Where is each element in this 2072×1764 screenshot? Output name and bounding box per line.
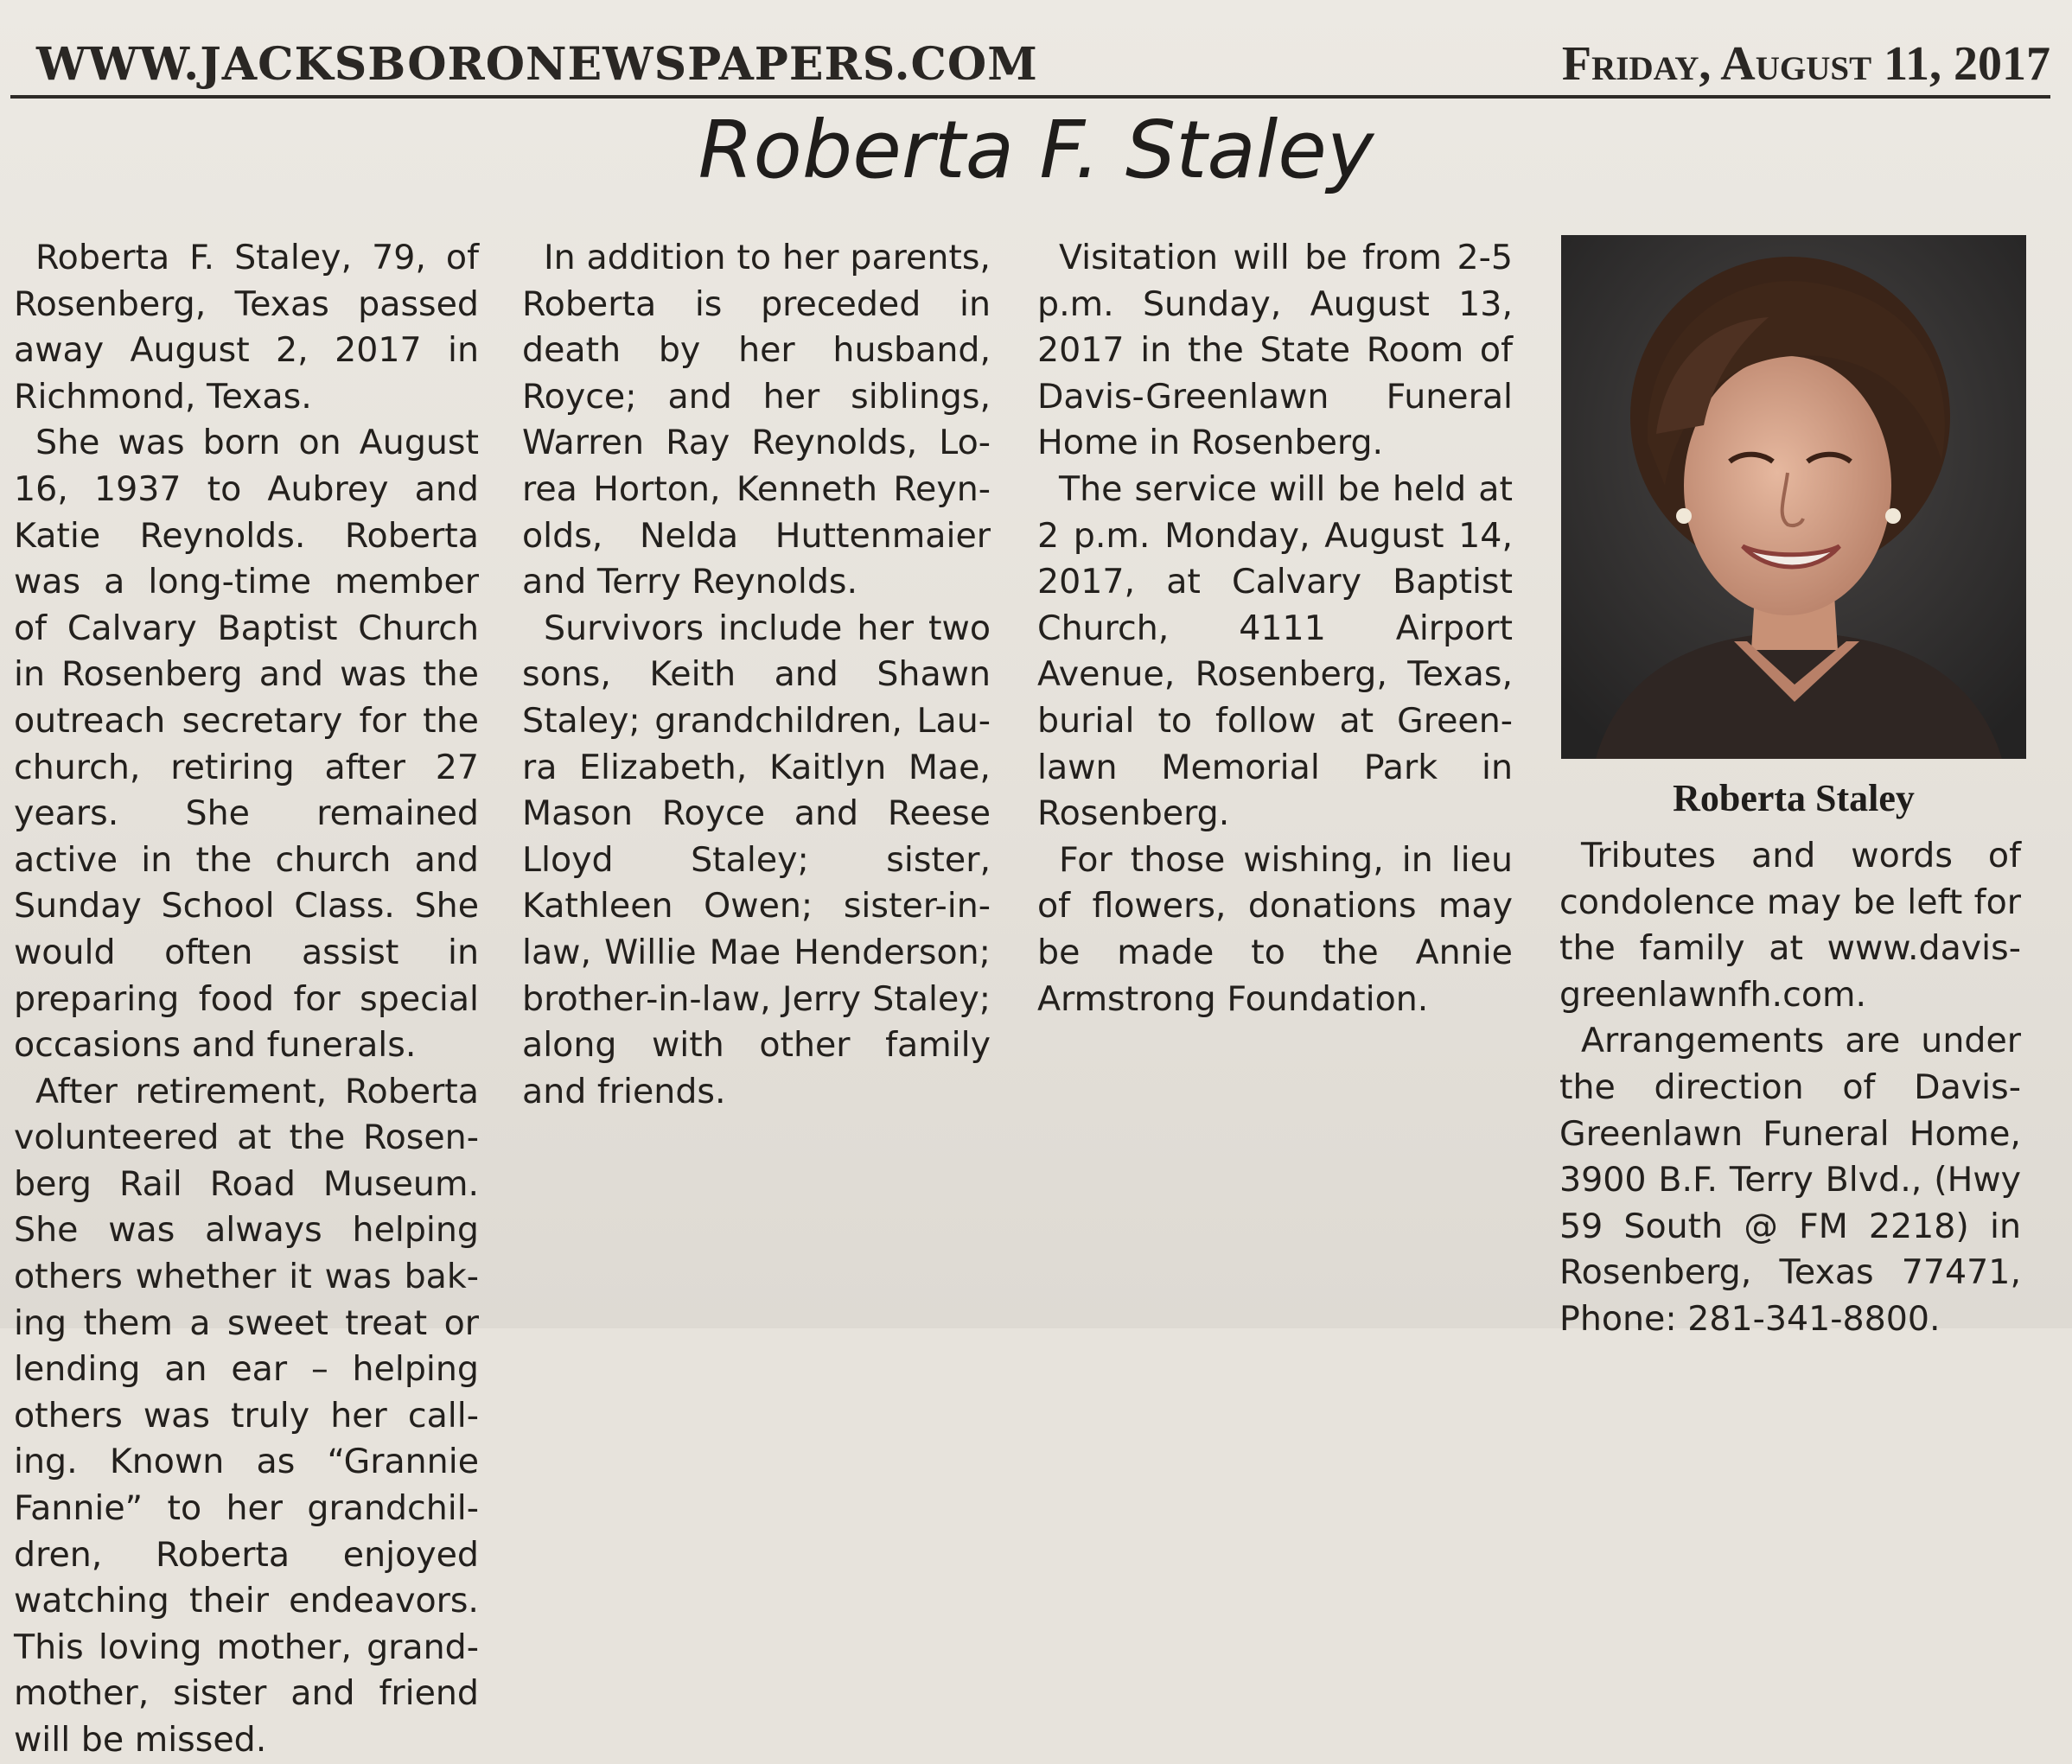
header-divider <box>10 95 2050 99</box>
article-column-4 <box>1559 833 2021 1343</box>
article-paragraph: Arrangements are under the direction of Davis-Greenlawn Funeral Home, 3900 B.F. Terry Blvd., (Hwy 59 South @ FM 2218) in Rosenberg, Texas 77471, Phone: 281-341-8800. <box>1559 1021 2021 1339</box>
article-paragraph: Roberta F. Staley, 79, of Rosenberg, Texas passed away August 2, 2017 in Richmond, Texas. <box>14 238 479 417</box>
photo-caption: Roberta Staley <box>1673 777 1915 819</box>
article-column-1 <box>14 235 479 1764</box>
article-paragraph: She was born on August 16, 1937 to Aubrey and Katie Reynolds. Roberta was a long-time member of Calvary Baptist Church in Rosenberg and was the outreach secretary for the church, retiring after 27 years. She remained active in the church and Sunday School Class. She would often assist in preparing food for special occasions and funerals. <box>14 423 479 1066</box>
article-paragraph: The service will be held at 2 p.m. Monday, August 14, 2017, at Calvary Baptist Church, 4111 Airport Avenue, Rosenberg, Texas, burial to follow at Greenlawn Memorial Park in Rosenberg. <box>1037 468 1513 834</box>
article-paragraph: Survivors include her two sons, Keith and Shawn Staley; grandchildren, Laura Elizabeth, Kaitlyn Mae, Mason Royce and Reese Lloyd Staley; sister, Kathleen Owen; sister-in-law, Willie Mae Henderson; brother-in-law, Jerry Staley; along with other family and friends. <box>522 608 991 1111</box>
article-column-2 <box>522 235 991 1115</box>
portrait-photo <box>1561 235 2026 759</box>
obituary-headline: Roberta F. Staley <box>698 104 1374 196</box>
article-column-3 <box>1037 235 1513 1022</box>
article-paragraph: Tributes and words of condolence may be left for the family at www.davis-greenlawnfh.com. <box>1559 836 2021 1015</box>
site-url: WWW.JACKSBORONEWSPAPERS.COM <box>36 38 1038 91</box>
issue-date: Friday, August 11, 2017 <box>1561 37 2050 91</box>
article-paragraph: In addition to her parents, Roberta is preceded in death by her husband, Royce; and her siblings, Warren Ray Reynolds, Lorea Horton, Kenneth Reynolds, Nelda Huttenmaier and Terry Reynolds. <box>522 238 991 602</box>
portrait-photo-icon <box>1561 235 2026 759</box>
article-paragraph: Visitation will be from 2-5 p.m. Sunday, August 13, 2017 in the State Room of Davis-Greenlawn Funeral Home in Rosenberg. <box>1037 238 1513 463</box>
page-header <box>10 26 2050 97</box>
article-paragraph: For those wishing, in lieu of flowers, donations may be made to the Annie Armstrong Foundation. <box>1037 839 1513 1019</box>
article-paragraph: After retirement, Roberta volunteered at the Rosenberg Rail Road Museum. She was always helping others whether it was baking them a sweet treat or lending an ear – helping others was truly her calling. Known as “Grannie Fannie” to her grandchildren, Roberta enjoyed watching their endeavors. This loving mother, grandmother, sister and friend will be missed. <box>14 1071 479 1760</box>
